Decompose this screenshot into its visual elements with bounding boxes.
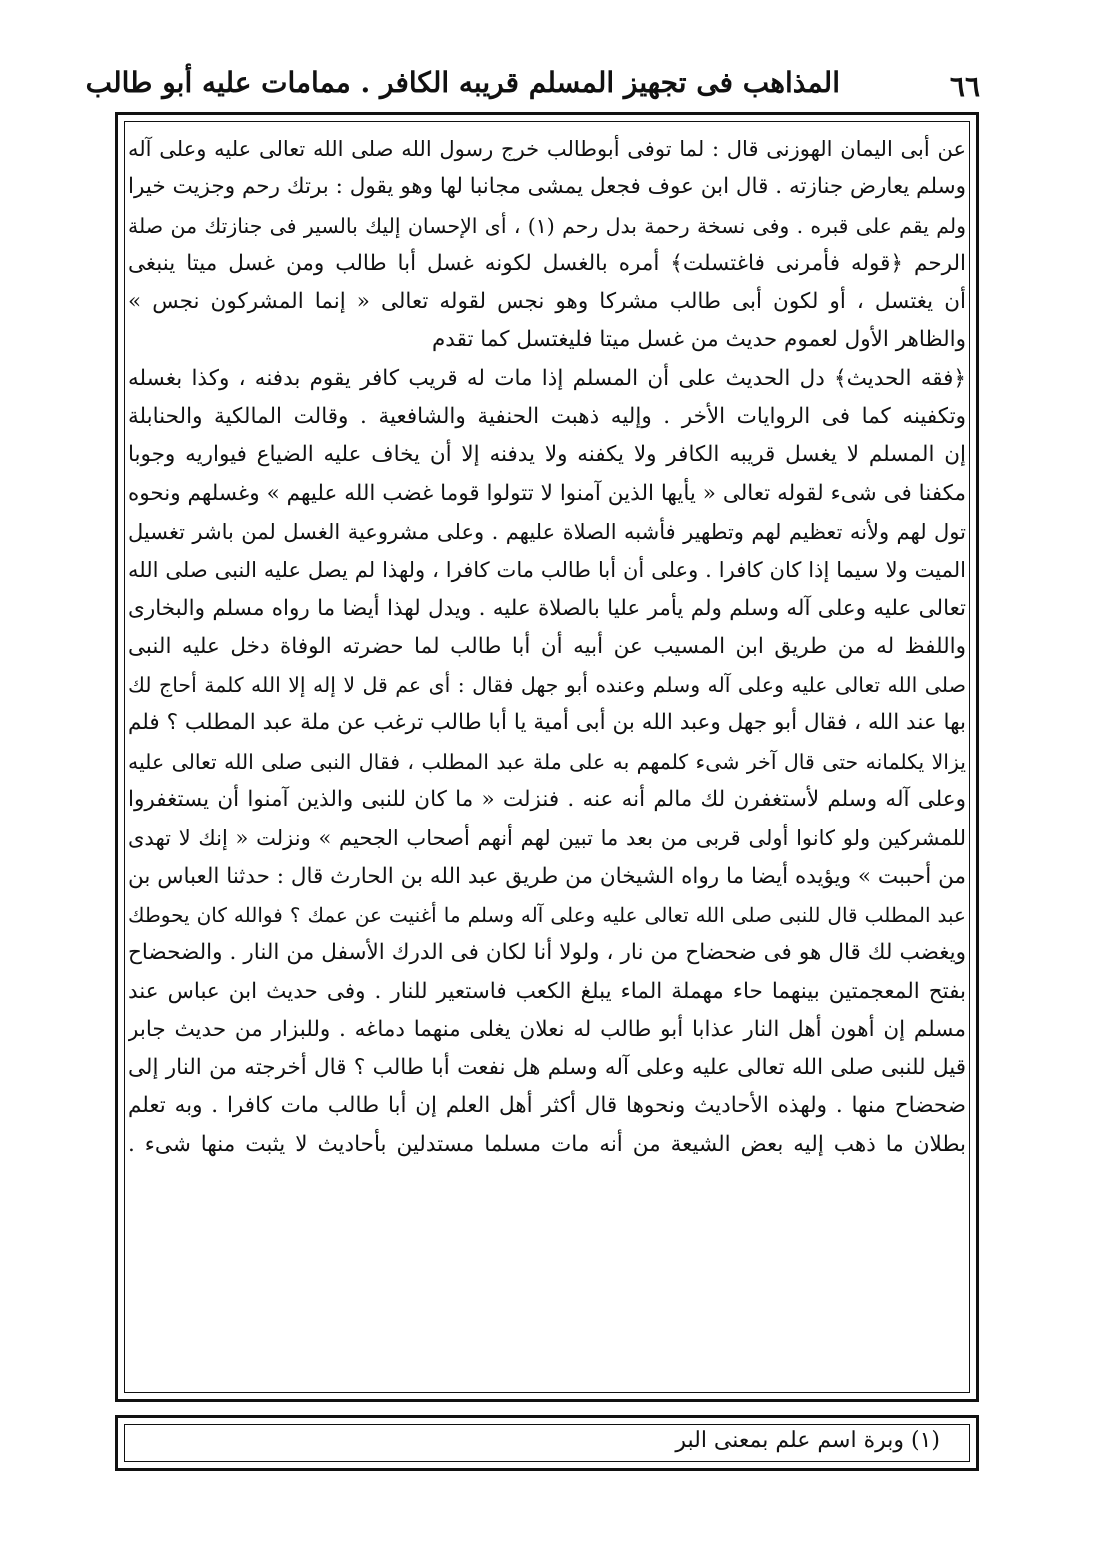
text-line: ضحضاح منها . ولهذه الأحاديث ونحوها قال أكثر أهل العلم إن أبا طالب مات كافرا . وبه تعلم	[128, 1093, 966, 1119]
text-line: بفتح المعجمتين بينهما حاء مهملة الماء يبلغ الكعب فاستعير للنار . وفى حديث ابن عباس عند	[128, 978, 966, 1004]
text-line: والظاهر الأول لعموم حديث من غسل ميتا فليغتسل كما تقدم	[432, 327, 966, 353]
text-line: ويغضب لك قال هو فى ضحضاح من نار ، ولولا أنا لكان فى الدرك الأسفل من النار . والضحضاح	[128, 940, 966, 966]
text-line: بها عند الله ، فقال أبو جهل وعبد الله بن أبى أمية يا أبا طالب ترغب عن ملة عبد المطلب ؟ فلم	[128, 710, 966, 736]
main-text	[128, 130, 966, 1395]
text-line: من أحببت » ويؤيده أيضا ما رواه الشيخان من طريق عبد الله بن الحارث قال : حدثنا العباس بن	[128, 863, 966, 889]
text-line: وسلم يعارض جنازته . قال ابن عوف فجعل يمشى مجانبا لها وهو يقول : برتك رحم وجزيت خيرا	[128, 174, 966, 200]
text-line: ولم يقم على قبره . وفى نسخة رحمة بدل رحم (١) ، أى الإحسان إليك بالسير فى جنازتك من صلة	[128, 213, 966, 238]
text-line: أن يغتسل ، أو لكون أبى طالب مشركا وهو نجس لقوله تعالى « إنما المشركون نجس »	[128, 289, 966, 315]
text-line: إن المسلم لا يغسل قريبه الكافر ولا يكفنه ولا يدفنه إلا أن يخاف عليه الضياع فيواريه وجوبا	[128, 442, 966, 468]
text-line: وعلى آله وسلم لأستغفرن لك مالم أنه عنه . فنزلت « ما كان للنبى والذين آمنوا أن يستغفروا	[128, 787, 966, 813]
page-header	[85, 60, 980, 110]
page-number: ٦٦	[949, 70, 980, 103]
text-line: قيل للنبى صلى الله تعالى عليه وعلى آله وسلم هل نفعت أبا طالب ؟ قال أخرجته من النار إلى	[128, 1055, 966, 1081]
text-line: الميت ولا سيما إذا كان كافرا . وعلى أن أبا طالب مات كافرا ، ولهذا لم يصل عليه النبى صلى الله	[128, 558, 966, 583]
text-line: للمشركين ولو كانوا أولى قربى من بعد ما تبين لهم أنهم أصحاب الجحيم » ونزلت « إنك لا تهدى	[128, 826, 966, 851]
text-line: صلى الله تعالى عليه وعلى آله وسلم وعنده أبو جهل فقال : أى عم قل لا إله إلا الله كلمة أحاج لك	[128, 673, 966, 698]
text-line: عبد المطلب قال للنبى صلى الله تعالى عليه وعلى آله وسلم ما أغنيت عن عمك ؟ فوالله كان يحوطك	[128, 902, 966, 927]
text-line: مسلم إن أهون أهل النار عذابا أبو طالب له نعلان يغلى منهما دماغه . وللبزار من حديث جابر	[128, 1016, 966, 1042]
text-line: مكفنا فى شىء لقوله تعالى « يأيها الذين آمنوا لا تتولوا قوما غضب الله عليهم » وغسلهم ونحوه	[128, 480, 966, 506]
text-line: وتكفينه كما فى الروايات الأخر . وإليه ذهبت الحنفية والشافعية . وقالت المالكية والحنابلة	[128, 404, 966, 430]
text-line: يزالا يكلمانه حتى قال آخر شىء كلمهم به على ملة عبد المطلب ، فقال النبى صلى الله تعالى عليه	[128, 749, 966, 774]
running-title: المذاهب فى تجهيز المسلم قريبه الكافر . ممامات عليه أبو طالب	[85, 66, 840, 99]
text-line: تول لهم ولأنه تعظيم لهم وتطهير فأشبه الصلاة عليهم . وعلى مشروعية الغسل لمن باشر تغسيل	[128, 519, 966, 544]
text-line: ﴿فقه الحديث﴾ دل الحديث على أن المسلم إذا مات له قريب كافر يقوم بدفنه ، وكذا بغسله	[128, 365, 966, 391]
text-line: بطلان ما ذهب إليه بعض الشيعة من أنه مات مسلما مستدلين بأحاديث لا يثبت منها شىء .	[128, 1131, 966, 1157]
text-line: تعالى عليه وعلى آله وسلم ولم يأمر عليا بالصلاة عليه . ويدل لهذا أيضا ما رواه مسلم والبخارى	[128, 595, 966, 621]
text-line: عن أبى اليمان الهوزنى قال : لما توفى أبوطالب خرج رسول الله صلى الله تعالى عليه وعلى آله	[128, 137, 966, 161]
text-line: الرحم ﴿قوله فأمرنى فاغتسلت﴾ أمره بالغسل لكونه غسل أبا طالب ومن غسل ميتا ينبغى	[128, 250, 966, 276]
footnote: (١) وبرة اسم علم بمعنى البر	[675, 1428, 940, 1453]
text-line: واللفظ له من طريق ابن المسيب عن أبيه أن أبا طالب لما حضرته الوفاة دخل عليه النبى	[128, 633, 966, 659]
